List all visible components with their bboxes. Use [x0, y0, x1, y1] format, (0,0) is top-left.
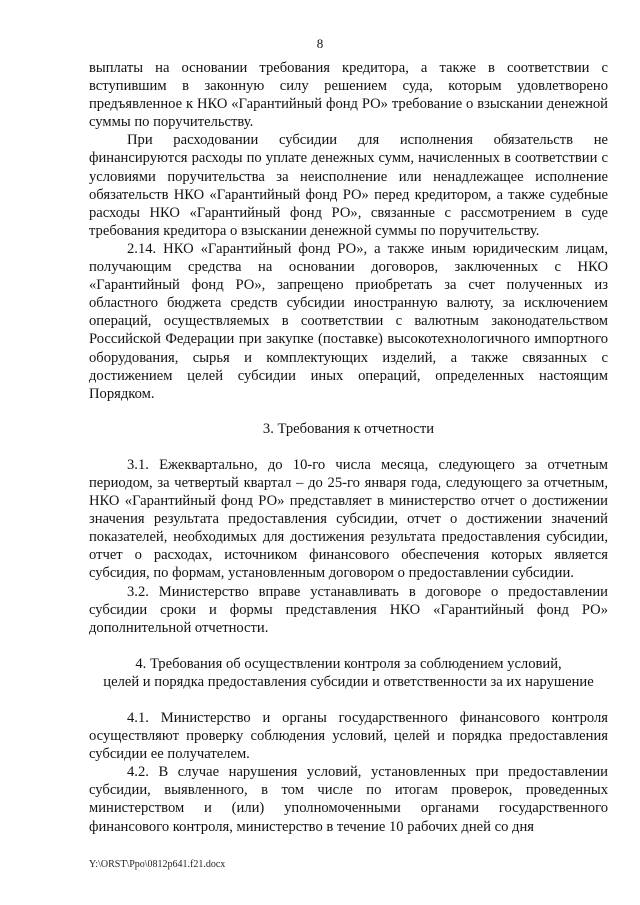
section-heading-4-line1: 4. Требования об осуществлении контроля за соблюдением условий, [135, 655, 562, 672]
section-heading-4-line2: целей и порядка предоставления субсидии и ответственности за их нарушение [103, 673, 594, 690]
paragraph-continuation: выплаты на основании требования кредитора, а также в соответствии с вступившим в законную силу решением суда, которым удовлетворено предъявленное к НКО «Гарантийный фонд РО» требование о взыскании денежной суммы по поручительству. [89, 60, 608, 131]
paragraph-4-2: 4.2. В случае нарушения условий, установленных при предоставлении субсидии, выявленного, в том числе по итогам проверок, проведенных министерством и (или) уполномоченными органами государственного финансового контроля, министерство в течение 10 рабочих дней со дня [89, 764, 608, 835]
paragraph-subsidy-expenses: При расходовании субсидии для исполнения обязательств не финансируются расходы по уплате денежных сумм, начисленных в соответствии с условиями поручительства за неисполнение или ненадлежащее исполнение обязательств НКО «Гарантийный фонд РО» перед кредитором, а также судебные расходы НКО «Гарантийный фонд РО», связанные с рассмотрением в суде требования кредитора о взыскании денежной суммы по поручительству. [89, 132, 608, 239]
document-body [89, 59, 608, 836]
paragraph-3-2: 3.2. Министерство вправе устанавливать в договоре о предоставлении субсидии сроки и формы представления НКО «Гарантийный фонд РО» дополнительной отчетности. [89, 583, 608, 636]
section-heading-4 [89, 655, 608, 691]
footer-file-path: Y:\ORST\Ppo\0812p641.f21.docx [89, 859, 226, 870]
paragraph-4-1: 4.1. Министерство и органы государственного финансового контроля осуществляют проверку соблюдения условий, целей и порядка предоставления субсидии ее получателем. [89, 710, 608, 763]
page-number: 8 [316, 36, 324, 51]
paragraph-3-1: 3.1. Ежеквартально, до 10-го числа месяца, следующего за отчетным периодом, за четвертый квартал – до 25-го января года, следующего за отчетным, НКО «Гарантийный фонд РО» представляет в министерство отчет о достижении значения результата предоставления субсидии, отчет о достижении значений показателей, необходимых для достижения результата предоставления субсидии, отчет о расходах, источником финансового обеспечения которых является субсидия, по формам, установленным договором о предоставлении субсидии. [89, 456, 608, 582]
section-heading-3: 3. Требования к отчетности [262, 420, 435, 437]
paragraph-2-14: 2.14. НКО «Гарантийный фонд РО», а также иным юридическим лицам, получающим средства на основании договоров, заключенных с НКО «Гарантийный фонд РО», запрещено приобретать за счет полученных из областного бюджета средств субсидии иностранную валюту, за исключением операций, осуществляемых в соответствии с валютным законодательством Российской Федерации при закупке (поставке) высокотехнологичного импортного оборудования, сырья и комплектующих изделий, а также связанных с достижением целей субсидии иных операций, определенных настоящим Порядком. [89, 240, 608, 402]
